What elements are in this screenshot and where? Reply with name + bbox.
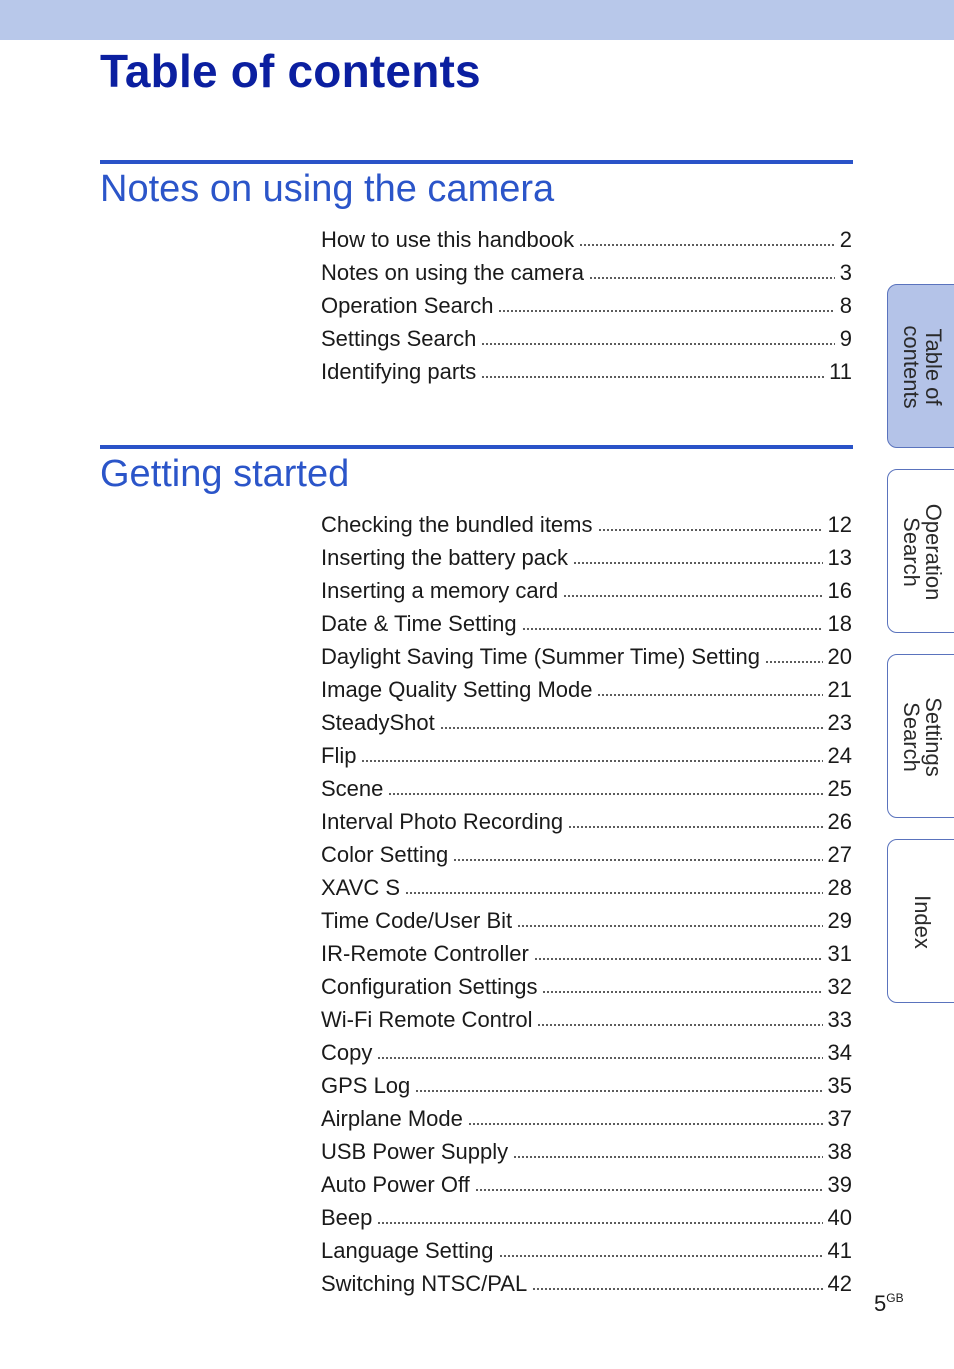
page-title: Table of contents [100, 45, 481, 97]
toc-entry[interactable] [321, 322, 852, 355]
toc-entry-page: 8 [839, 293, 852, 318]
dot-leader [377, 1055, 822, 1061]
toc-entry[interactable] [321, 1102, 852, 1135]
tab-label: Table of contents [899, 325, 946, 409]
toc-entry[interactable] [321, 1267, 852, 1300]
dot-leader [765, 659, 823, 665]
dot-leader [517, 923, 822, 929]
toc-entry-label: Color Setting [321, 842, 449, 867]
dot-leader [522, 626, 823, 632]
toc-entry-label: Configuration Settings [321, 974, 538, 999]
toc-entry-label: Inserting a memory card [321, 578, 559, 603]
toc-entry-label: Scene [321, 776, 384, 801]
toc-entry[interactable] [321, 904, 852, 937]
toc-entry[interactable] [321, 574, 852, 607]
toc-entry[interactable] [321, 541, 852, 574]
dot-leader [468, 1121, 823, 1127]
toc-entry-label: Switching NTSC/PAL [321, 1271, 528, 1296]
toc-entry[interactable] [321, 640, 852, 673]
section-divider [100, 445, 853, 449]
toc-entry-page: 18 [827, 611, 852, 636]
dot-leader [453, 857, 822, 863]
toc-entry-label: Date & Time Setting [321, 611, 517, 636]
toc-entry-label: Auto Power Off [321, 1172, 470, 1197]
dot-leader [568, 824, 822, 830]
dot-leader [415, 1088, 822, 1094]
toc-entry-label: Identifying parts [321, 359, 477, 384]
toc-entry-page: 27 [827, 842, 852, 867]
toc-entry-page: 24 [827, 743, 852, 768]
toc-entry-page: 38 [827, 1139, 852, 1164]
toc-entry-label: Interval Photo Recording [321, 809, 564, 834]
toc-entry-label: Inserting the battery pack [321, 545, 569, 570]
toc-entry-page: 21 [827, 677, 852, 702]
toc-entry[interactable] [321, 1069, 852, 1102]
toc-entry[interactable] [321, 289, 852, 322]
dot-leader [513, 1154, 822, 1160]
toc-entry[interactable] [321, 1003, 852, 1036]
tab-operation-search[interactable] [887, 469, 954, 633]
toc-entry-label: Language Setting [321, 1238, 494, 1263]
page-number-value: 5 [874, 1291, 887, 1316]
toc-entry[interactable] [321, 772, 852, 805]
toc-entry[interactable] [321, 256, 852, 289]
toc-entry-label: Notes on using the camera [321, 260, 584, 285]
toc-entry[interactable] [321, 838, 852, 871]
toc-entry[interactable] [321, 607, 852, 640]
dot-leader [563, 593, 822, 599]
top-color-band [0, 0, 954, 40]
toc-entry-label: Beep [321, 1205, 373, 1230]
toc-entry-page: 11 [829, 359, 852, 384]
toc-entry-label: XAVC S [321, 875, 401, 900]
tab-index[interactable] [887, 839, 954, 1003]
toc-entry[interactable] [321, 937, 852, 970]
toc-entry-page: 2 [839, 227, 852, 252]
tab-label: Settings Search [899, 697, 946, 777]
toc-list-getting-started [321, 508, 852, 1300]
dot-leader [405, 890, 822, 896]
dot-leader [475, 1187, 823, 1193]
toc-entry-label: How to use this handbook [321, 227, 575, 252]
section-heading-notes: Notes on using the camera [100, 168, 555, 210]
toc-entry-page: 42 [827, 1271, 852, 1296]
toc-entry-page: 32 [827, 974, 852, 999]
toc-entry[interactable] [321, 706, 852, 739]
toc-entry-label: GPS Log [321, 1073, 411, 1098]
dot-leader [537, 1022, 822, 1028]
dot-leader [534, 956, 823, 962]
toc-entry-page: 3 [839, 260, 852, 285]
tab-label: Operation Search [899, 503, 946, 601]
toc-entry-page: 23 [827, 710, 852, 735]
toc-entry-page: 34 [827, 1040, 852, 1065]
toc-entry-page: 33 [827, 1007, 852, 1032]
toc-entry-label: Operation Search [321, 293, 494, 318]
toc-entry[interactable] [321, 1201, 852, 1234]
toc-entry-label: Daylight Saving Time (Summer Time) Setting [321, 644, 760, 669]
dot-leader [579, 242, 835, 248]
toc-entry-page: 9 [839, 326, 852, 351]
dot-leader [498, 308, 834, 314]
toc-entry-page: 41 [827, 1238, 852, 1263]
tab-label: Index [910, 895, 935, 949]
toc-entry-page: 12 [827, 512, 852, 537]
toc-entry[interactable] [321, 673, 852, 706]
dot-leader [499, 1253, 823, 1259]
toc-entry[interactable] [321, 1234, 852, 1267]
toc-entry-page: 26 [827, 809, 852, 834]
toc-entry[interactable] [321, 970, 852, 1003]
toc-entry-label: SteadyShot [321, 710, 435, 735]
dot-leader [388, 791, 822, 797]
toc-entry-label: Flip [321, 743, 357, 768]
toc-entry[interactable] [321, 1168, 852, 1201]
dot-leader [573, 560, 822, 566]
dot-leader [532, 1286, 822, 1292]
dot-leader [377, 1220, 822, 1226]
toc-entry[interactable] [321, 805, 852, 838]
toc-entry[interactable] [321, 1036, 852, 1069]
toc-entry-page: 29 [827, 908, 852, 933]
section-heading-getting-started: Getting started [100, 453, 350, 495]
toc-entry-page: 13 [827, 545, 852, 570]
toc-entry[interactable] [321, 1135, 852, 1168]
toc-entry[interactable] [321, 355, 852, 388]
toc-entry-page: 37 [827, 1106, 852, 1131]
toc-entry-label: Copy [321, 1040, 373, 1065]
toc-entry[interactable] [321, 871, 852, 904]
toc-entry-label: Image Quality Setting Mode [321, 677, 593, 702]
toc-entry-page: 25 [827, 776, 852, 801]
toc-entry-page: 28 [827, 875, 852, 900]
toc-entry-page: 39 [827, 1172, 852, 1197]
toc-entry-page: 31 [827, 941, 852, 966]
toc-entry-page: 35 [827, 1073, 852, 1098]
tab-settings-search[interactable] [887, 654, 954, 818]
dot-leader [589, 275, 835, 281]
toc-entry-label: Airplane Mode [321, 1106, 463, 1131]
toc-entry-label: IR-Remote Controller [321, 941, 529, 966]
tab-table-of-contents[interactable] [887, 284, 954, 448]
toc-entry-label: Wi-Fi Remote Control [321, 1007, 533, 1032]
toc-entry-label: USB Power Supply [321, 1139, 509, 1164]
dot-leader [598, 527, 823, 533]
toc-entry[interactable] [321, 508, 852, 541]
dot-leader [440, 725, 823, 731]
toc-entry-page: 40 [827, 1205, 852, 1230]
toc-entry[interactable] [321, 223, 852, 256]
toc-entry[interactable] [321, 739, 852, 772]
dot-leader [597, 692, 822, 698]
toc-entry-label: Settings Search [321, 326, 477, 351]
dot-leader [481, 374, 824, 380]
dot-leader [481, 341, 834, 347]
dot-leader [542, 989, 822, 995]
toc-entry-label: Time Code/User Bit [321, 908, 513, 933]
toc-entry-page: 20 [827, 644, 852, 669]
section-divider [100, 160, 853, 164]
page-number [874, 1291, 904, 1317]
dot-leader [361, 758, 822, 764]
page-number-suffix: GB [886, 1291, 904, 1305]
toc-entry-page: 16 [827, 578, 852, 603]
toc-list-notes [321, 223, 852, 388]
toc-entry-label: Checking the bundled items [321, 512, 593, 537]
